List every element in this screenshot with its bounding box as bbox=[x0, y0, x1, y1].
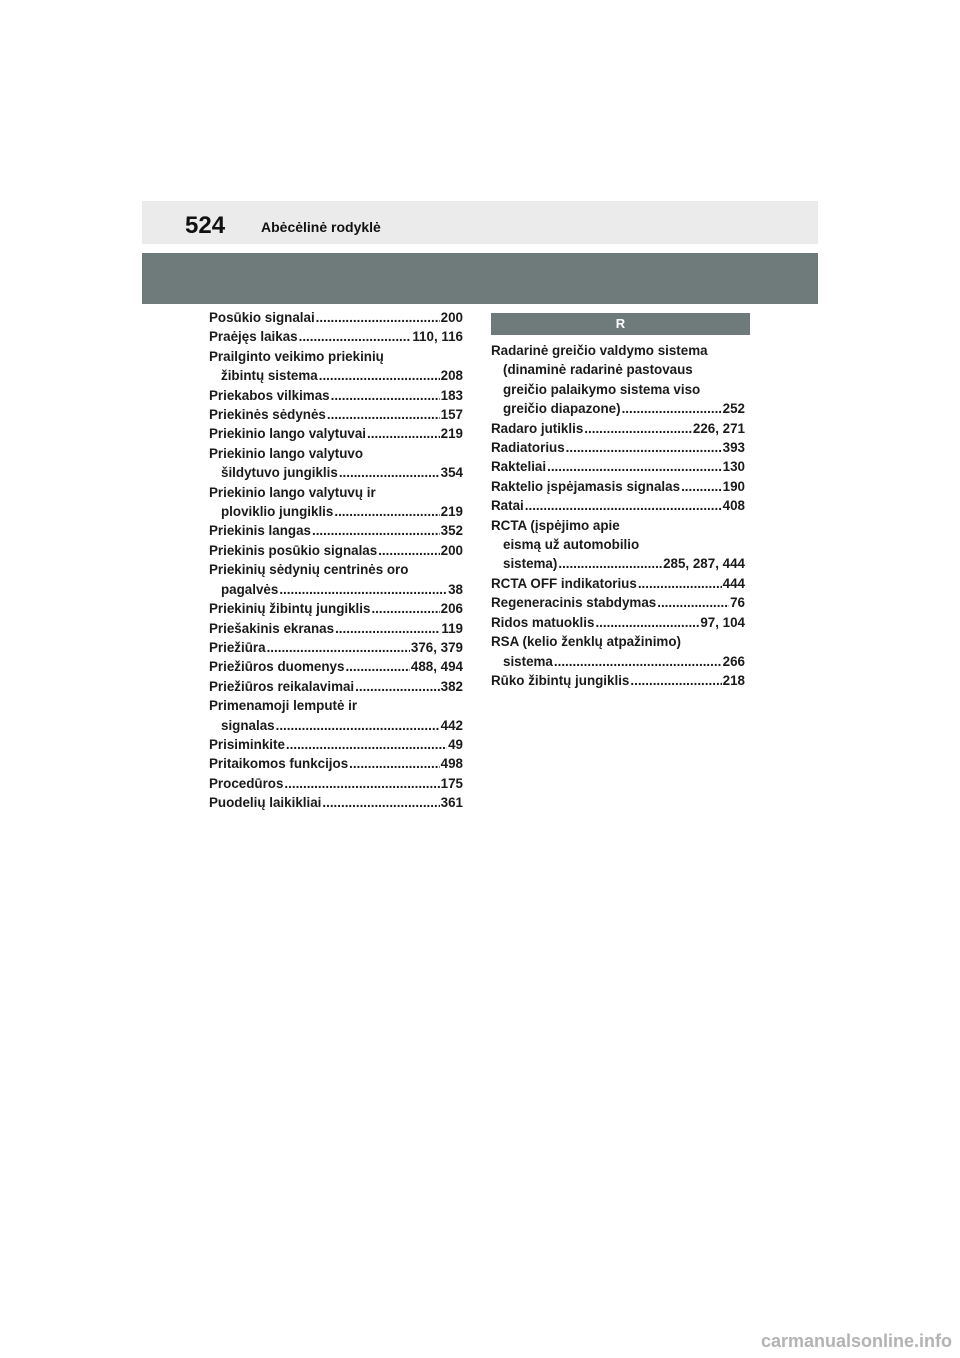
index-entry bbox=[491, 516, 745, 574]
index-entry bbox=[209, 327, 463, 346]
leader-dots bbox=[316, 308, 440, 327]
leader-dots bbox=[584, 419, 692, 438]
entry-page-ref: 285, 287, 444 bbox=[663, 556, 745, 572]
leader-dots bbox=[331, 386, 440, 405]
entry-term-line: Priekinio lango valytuvo bbox=[209, 445, 364, 461]
entry-term: Raktelio įspėjamasis signalas bbox=[491, 478, 681, 494]
index-entry bbox=[209, 560, 463, 599]
leader-dots bbox=[284, 774, 439, 793]
leader-dots bbox=[349, 754, 440, 773]
index-entry bbox=[209, 521, 463, 540]
entry-term: Priekinis posūkio signalas bbox=[209, 542, 378, 558]
index-entry bbox=[209, 444, 463, 483]
leader-dots bbox=[630, 671, 721, 690]
index-entry bbox=[491, 632, 745, 671]
index-entry bbox=[209, 347, 463, 386]
entry-page-ref: 252 bbox=[722, 401, 745, 417]
index-entry bbox=[209, 541, 463, 560]
entry-term-line: Priekinių sėdynių centrinės oro bbox=[209, 562, 409, 578]
entry-page-ref: 175 bbox=[440, 775, 463, 791]
page-number: 524 bbox=[185, 212, 226, 239]
entry-term: Procedūros bbox=[209, 775, 284, 791]
entry-term: greičio diapazone) bbox=[503, 401, 621, 417]
index-entry bbox=[491, 496, 745, 515]
entry-term-line: eismą už automobilio bbox=[503, 537, 640, 553]
entry-page-ref: 361 bbox=[440, 795, 463, 811]
entry-term: Radiatorius bbox=[491, 440, 565, 456]
entry-term: Priekabos vilkimas bbox=[209, 387, 330, 403]
index-entry bbox=[491, 477, 745, 496]
entry-term: Priekinio lango valytuvai bbox=[209, 426, 367, 442]
entry-term-line: Priekinio lango valytuvų ir bbox=[209, 484, 376, 500]
entry-term-line: greičio palaikymo sistema viso bbox=[503, 381, 701, 397]
entry-term-line: Radarinė greičio valdymo sistema bbox=[491, 343, 708, 358]
leader-dots bbox=[276, 716, 440, 735]
entry-page-ref: 110, 116 bbox=[412, 329, 463, 345]
leader-dots bbox=[267, 638, 410, 657]
entry-page-ref: 183 bbox=[440, 387, 463, 403]
index-entry bbox=[491, 457, 745, 476]
leader-dots bbox=[638, 574, 722, 593]
entry-page-ref: 157 bbox=[440, 407, 463, 423]
leader-dots bbox=[681, 477, 722, 496]
entry-term: Priekinių žibintų jungiklis bbox=[209, 601, 371, 617]
entry-page-ref: 119 bbox=[441, 620, 463, 636]
entry-page-ref: 219 bbox=[440, 426, 463, 442]
leader-dots bbox=[345, 657, 409, 676]
entry-page-ref: 266 bbox=[722, 653, 745, 669]
leader-dots bbox=[339, 463, 440, 482]
leader-dots bbox=[378, 541, 439, 560]
leader-dots bbox=[334, 502, 439, 521]
entry-page-ref: 190 bbox=[722, 478, 745, 494]
index-entry bbox=[491, 574, 745, 593]
index-entry bbox=[491, 671, 745, 690]
leader-dots bbox=[299, 327, 412, 346]
index-entry bbox=[209, 774, 463, 793]
entry-term: Pritaikomos funkcijos bbox=[209, 756, 349, 772]
entry-term: Puodelių laikikliai bbox=[209, 795, 322, 811]
entry-page-ref: 354 bbox=[440, 465, 463, 481]
entry-page-ref: 442 bbox=[440, 717, 463, 733]
entry-page-ref: 130 bbox=[722, 459, 745, 475]
index-entry bbox=[209, 638, 463, 657]
entry-page-ref: 393 bbox=[722, 440, 745, 456]
entry-term-line: (dinaminė radarinė pastovaus bbox=[503, 362, 693, 378]
entry-term: Ratai bbox=[491, 498, 524, 514]
entry-term: Priekinės sėdynės bbox=[209, 407, 326, 423]
section-letter-r: R bbox=[491, 313, 750, 335]
index-entry bbox=[209, 657, 463, 676]
entry-term-line: Primenamoji lemputė ir bbox=[209, 698, 358, 714]
entry-term: Praėjęs laikas bbox=[209, 329, 298, 345]
index-column-right bbox=[491, 341, 745, 690]
leader-dots bbox=[525, 496, 722, 515]
leader-dots bbox=[371, 599, 439, 618]
entry-term: Regeneracinis stabdymas bbox=[491, 595, 657, 611]
index-entry bbox=[209, 754, 463, 773]
entry-term: signalas bbox=[221, 717, 275, 733]
entry-term: Priešakinis ekranas bbox=[209, 620, 335, 636]
index-entry bbox=[491, 438, 745, 457]
index-entry bbox=[209, 599, 463, 618]
index-entry bbox=[209, 677, 463, 696]
index-entry bbox=[209, 483, 463, 522]
leader-dots bbox=[355, 677, 440, 696]
page-title: Abėcėlinė rodyklė bbox=[261, 219, 381, 235]
entry-page-ref: 206 bbox=[440, 601, 463, 617]
index-entry bbox=[209, 386, 463, 405]
leader-dots bbox=[547, 457, 722, 476]
entry-page-ref: 382 bbox=[440, 678, 463, 694]
entry-page-ref: 200 bbox=[440, 310, 463, 325]
leader-dots bbox=[319, 366, 440, 385]
leader-dots bbox=[335, 619, 440, 638]
entry-term: Priežiūra bbox=[209, 639, 266, 655]
index-entry bbox=[491, 593, 745, 612]
entry-page-ref: 38 bbox=[448, 581, 463, 597]
entry-page-ref: 226, 271 bbox=[692, 420, 745, 436]
entry-term: sistema bbox=[503, 653, 553, 669]
leader-dots bbox=[322, 793, 439, 812]
leader-dots bbox=[367, 424, 440, 443]
entry-term: Priežiūros reikalavimai bbox=[209, 678, 355, 694]
entry-term: Radaro jutiklis bbox=[491, 420, 584, 436]
entry-page-ref: 200 bbox=[440, 542, 463, 558]
header-band bbox=[142, 253, 818, 304]
entry-term: Ridos matuoklis bbox=[491, 614, 595, 630]
leader-dots bbox=[595, 613, 699, 632]
entry-page-ref: 488, 494 bbox=[410, 659, 463, 675]
entry-page-ref: 76 bbox=[730, 595, 745, 611]
header-strip bbox=[142, 201, 818, 244]
entry-term: pagalvės bbox=[221, 581, 279, 597]
index-entry bbox=[491, 419, 745, 438]
index-entry bbox=[209, 793, 463, 812]
leader-dots bbox=[566, 438, 722, 457]
entry-page-ref: 49 bbox=[448, 736, 463, 752]
index-entry bbox=[209, 735, 463, 754]
entry-page-ref: 408 bbox=[722, 498, 745, 514]
entry-term-line: Prailginto veikimo priekinių bbox=[209, 348, 384, 364]
entry-term: Priekinis langas bbox=[209, 523, 311, 539]
leader-dots bbox=[554, 652, 722, 671]
entry-page-ref: 498 bbox=[440, 756, 463, 772]
index-entry bbox=[491, 341, 745, 419]
index-entry bbox=[209, 308, 463, 327]
entry-term: šildytuvo jungiklis bbox=[221, 465, 338, 481]
entry-term-line: RSA (kelio ženklų atpažinimo) bbox=[491, 634, 681, 650]
entry-term: RCTA OFF indikatorius bbox=[491, 575, 637, 591]
entry-term: Posūkio signalai bbox=[209, 310, 315, 325]
index-entry bbox=[209, 424, 463, 443]
index-entry bbox=[491, 613, 745, 632]
entry-page-ref: 218 bbox=[722, 672, 745, 688]
entry-term: ploviklio jungiklis bbox=[221, 504, 334, 520]
entry-term: Rakteliai bbox=[491, 459, 547, 475]
leader-dots bbox=[657, 593, 729, 612]
leader-dots bbox=[312, 521, 440, 540]
leader-dots bbox=[622, 399, 722, 418]
entry-term: sistema) bbox=[503, 556, 558, 572]
entry-term: Prisiminkite bbox=[209, 736, 285, 752]
entry-page-ref: 208 bbox=[440, 368, 463, 384]
entry-page-ref: 376, 379 bbox=[410, 639, 463, 655]
entry-term: Rūko žibintų jungiklis bbox=[491, 672, 630, 688]
entry-page-ref: 97, 104 bbox=[700, 614, 745, 630]
leader-dots bbox=[286, 735, 447, 754]
index-entry bbox=[209, 696, 463, 735]
index-entry bbox=[209, 405, 463, 424]
entry-page-ref: 444 bbox=[722, 575, 745, 591]
leader-dots bbox=[327, 405, 440, 424]
entry-page-ref: 352 bbox=[440, 523, 463, 539]
entry-term-line: RCTA (įspėjimo apie bbox=[491, 517, 620, 533]
leader-dots bbox=[279, 580, 447, 599]
index-entry bbox=[209, 619, 463, 638]
index-column-left bbox=[209, 308, 463, 813]
entry-term: žibintų sistema bbox=[221, 368, 318, 384]
entry-page-ref: 219 bbox=[440, 504, 463, 520]
leader-dots bbox=[558, 554, 662, 573]
entry-term: Priežiūros duomenys bbox=[209, 659, 345, 675]
watermark: carmanualsonline.info bbox=[760, 1331, 952, 1351]
